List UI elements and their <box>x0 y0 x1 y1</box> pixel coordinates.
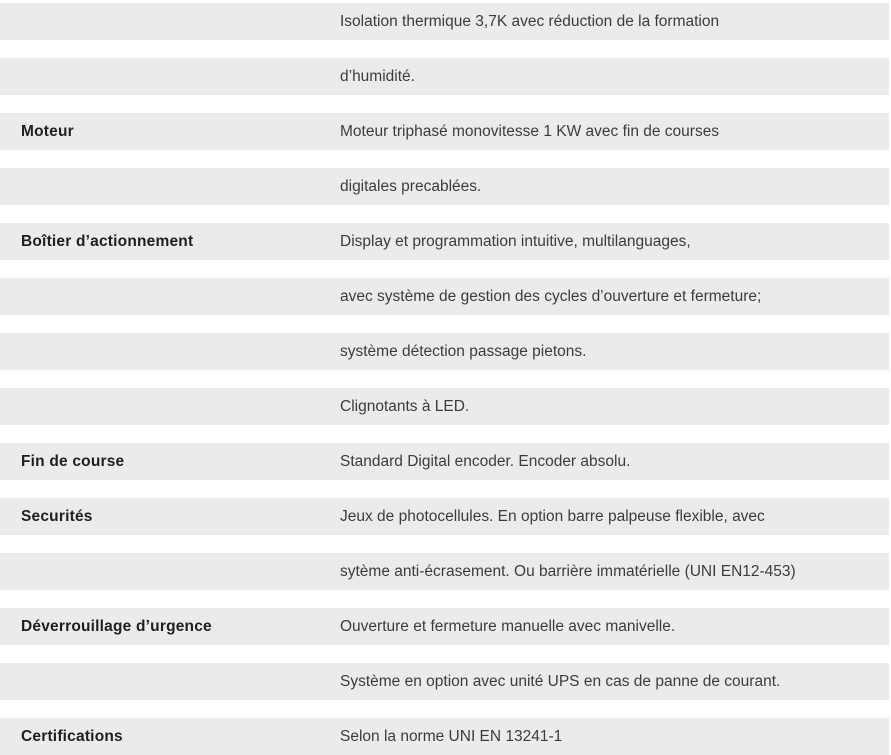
spec-label: Déverrouillage d’urgence <box>21 617 212 635</box>
table-row <box>0 113 889 150</box>
table-row <box>0 443 889 480</box>
table-row <box>0 278 889 315</box>
spec-value: Standard Digital encoder. Encoder absolu. <box>340 452 631 470</box>
table-row <box>0 223 889 260</box>
table-row <box>0 718 889 755</box>
table-row <box>0 553 889 590</box>
table-row <box>0 608 889 645</box>
table-row <box>0 168 889 205</box>
spec-value: Ouverture et fermeture manuelle avec manivelle. <box>340 617 676 635</box>
spec-value: système détection passage pietons. <box>340 342 587 360</box>
spec-value: Isolation thermique 3,7K avec réduction de la formation <box>340 12 720 30</box>
spec-label: Boîtier d’actionnement <box>21 232 194 250</box>
table-row <box>0 333 889 370</box>
table-row <box>0 3 889 40</box>
spec-label: Certifications <box>21 727 123 745</box>
spec-value: Clignotants à LED. <box>340 397 470 415</box>
spec-value: avec système de gestion des cycles d’ouverture et fermeture; <box>340 287 762 305</box>
spec-value: d’humidité. <box>340 67 415 85</box>
spec-value: Display et programmation intuitive, multilanguages, <box>340 232 691 250</box>
spec-value: Système en option avec unité UPS en cas de panne de courant. <box>340 672 781 690</box>
spec-value: Jeux de photocellules. En option barre palpeuse flexible, avec <box>340 507 765 525</box>
table-row <box>0 663 889 700</box>
spec-label: Securités <box>21 507 93 525</box>
spec-value: digitales precablées. <box>340 177 482 195</box>
spec-label: Fin de course <box>21 452 125 470</box>
spec-value: Selon la norme UNI EN 13241-1 <box>340 727 563 745</box>
spec-value: Moteur triphasé monovitesse 1 KW avec fin de courses <box>340 122 720 140</box>
table-row <box>0 58 889 95</box>
table-row <box>0 388 889 425</box>
spec-value: sytème anti-écrasement. Ou barrière immatérielle (UNI EN12-453) <box>340 562 796 580</box>
spec-label: Moteur <box>21 122 74 140</box>
table-row <box>0 498 889 535</box>
